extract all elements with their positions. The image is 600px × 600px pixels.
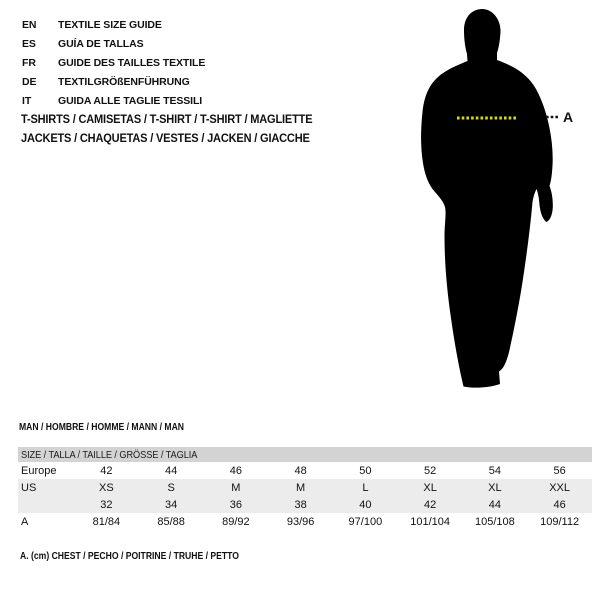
table-row-us — [18, 479, 592, 496]
table-cell: 50 — [359, 464, 372, 477]
row-label-a: A — [21, 515, 29, 528]
table-cell: 46 — [229, 464, 242, 477]
category-line-jackets: JACKETS / CHAQUETAS / VESTES / JACKEN / GIACCHE — [21, 131, 310, 145]
table-row-europe — [18, 462, 592, 479]
table-cell: 34 — [165, 498, 178, 511]
measurement-legend: A. (cm) CHEST / PECHO / POITRINE / TRUHE / PETTO — [20, 550, 239, 562]
table-cell: S — [167, 481, 175, 494]
table-cell: 109/112 — [540, 515, 580, 528]
lang-label: TEXTILGRÖßENFÜHRUNG — [58, 75, 190, 88]
row-label-us: US — [21, 481, 37, 494]
lang-code: DE — [22, 75, 37, 88]
table-cell: L — [362, 481, 369, 494]
table-cell: 93/96 — [286, 515, 315, 528]
table-cell: 42 — [424, 498, 437, 511]
table-cell: 44 — [488, 498, 501, 511]
table-cell: 48 — [294, 464, 307, 477]
lang-code: ES — [22, 37, 36, 50]
lang-code: EN — [22, 18, 37, 31]
table-cell: 40 — [359, 498, 372, 511]
table-row-us-numeric — [18, 496, 592, 513]
lang-row-es — [22, 34, 205, 53]
size-table — [18, 447, 592, 530]
table-cell: M — [231, 481, 241, 494]
lang-label: GUÍA DE TALLAS — [58, 37, 144, 50]
table-header-row — [18, 447, 592, 462]
table-cell: XL — [488, 481, 502, 494]
table-cell: 81/84 — [92, 515, 121, 528]
table-cell: 56 — [553, 464, 566, 477]
man-silhouette-svg — [400, 0, 600, 400]
table-cell: 101/104 — [410, 515, 450, 528]
garment-categories — [21, 110, 338, 148]
lang-row-en — [22, 15, 205, 34]
lang-row-it — [22, 91, 205, 110]
table-cell: 32 — [100, 498, 113, 511]
table-header-label: SIZE / TALLA / TAILLE / GRÖSSE / TAGLIA — [21, 448, 198, 461]
table-cell: XS — [99, 481, 114, 494]
table-cell: M — [296, 481, 306, 494]
measurement-label-a: A — [563, 109, 574, 125]
lang-code: IT — [22, 94, 32, 107]
man-silhouette-figure — [400, 0, 600, 400]
language-guide-list — [22, 15, 205, 110]
table-cell: 97/100 — [348, 515, 383, 528]
lang-label: GUIDE DES TAILLES TEXTILE — [58, 56, 206, 69]
lang-row-de — [22, 72, 205, 91]
table-cell: 85/88 — [157, 515, 185, 528]
table-cell: 46 — [553, 498, 566, 511]
section-title-man: MAN / HOMBRE / HOMME / MANN / MAN — [19, 421, 185, 433]
table-cell: XXL — [549, 481, 571, 494]
lang-row-fr — [22, 53, 205, 72]
table-cell: 89/92 — [222, 515, 250, 528]
table-cell: 44 — [165, 464, 178, 477]
table-cell: XL — [423, 481, 437, 494]
table-cell: 36 — [229, 498, 242, 511]
lang-label: TEXTILE SIZE GUIDE — [58, 18, 162, 31]
lang-code: FR — [22, 56, 36, 69]
table-row-a-chest — [18, 513, 592, 530]
table-cell: 52 — [424, 464, 437, 477]
man-silhouette — [421, 9, 553, 388]
table-cell: 54 — [488, 464, 501, 477]
row-label-europe: Europe — [21, 464, 57, 477]
table-cell: 105/108 — [474, 515, 515, 528]
table-cell: 38 — [294, 498, 307, 511]
lang-label: GUIDA ALLE TAGLIE TESSILI — [58, 94, 203, 107]
category-line-tshirts: T-SHIRTS / CAMISETAS / T-SHIRT / T-SHIRT / MAGLIETTE — [21, 112, 313, 126]
table-cell: 42 — [100, 464, 113, 477]
